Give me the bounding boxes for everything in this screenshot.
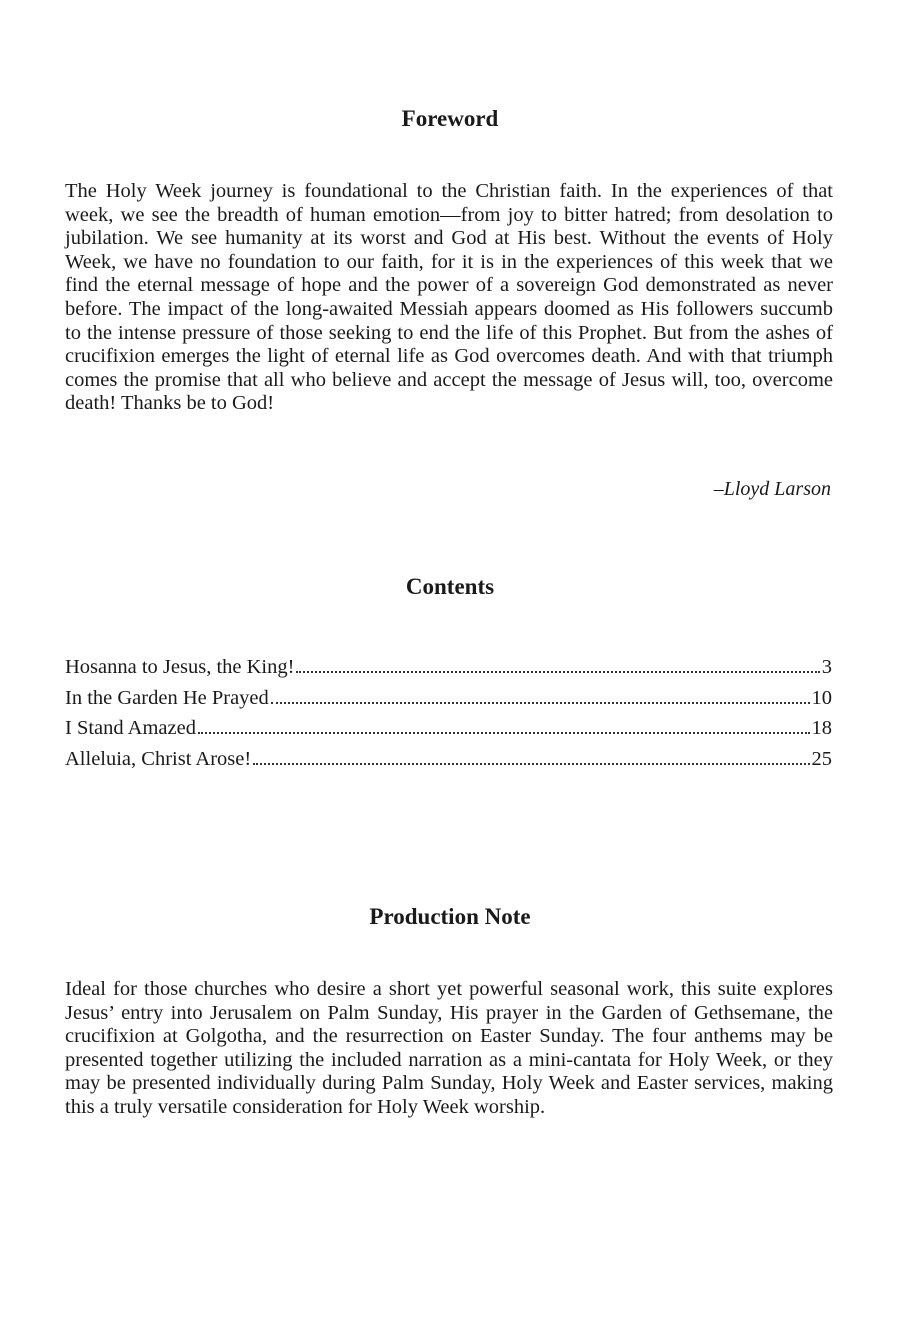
contents-item-title: Alleluia, Christ Arose! [65,747,252,770]
production-note-heading: Production Note [369,904,531,929]
dot-leader [271,701,810,704]
contents-item [65,652,832,683]
contents-item [65,713,832,744]
contents-item [65,683,832,714]
foreword-body: The Holy Week journey is foundational to the Christian faith. In the experiences of that week, we see the breadth of human emotion—from joy to bitter hatred; from desolation to jubilation. We see humanity at its worst and God at His best. Without the events of Holy Week, we have no foundation to our faith, for it is in the experiences of this week that we find the eternal message of hope and the power of a sovereign God demonstrated as never before. The impact of the long-awaited Messiah appears doomed as His followers succumb to the intense pressure of those seeking to end the life of this Prophet. But from the ashes of crucifixion emerges the light of eternal life as God overcomes death. And with that triumph comes the promise that all who believe and accept the message of Jesus will, too, overcome death! Thanks be to God! [65,180,833,415]
contents-heading: Contents [405,574,495,599]
foreword-signature: –Lloyd Larson [713,478,831,500]
contents-item [65,744,832,775]
contents-item-title: I Stand Amazed [65,717,196,739]
dot-leader [253,762,809,765]
contents-item-page: 3 [821,656,832,678]
contents-item-page: 10 [811,686,832,709]
dot-leader [296,670,819,673]
production-note-body: Ideal for those churches who desire a short yet powerful seasonal work, this suite explores Jesus’ entry into Jerusalem on Palm Sunday, His prayer in the Garden of Gethsemane, the crucifixion at Golgotha, and the resurrection on Easter Sunday. The four anthems may be presented together utilizing the included narration as a mini-cantata for Holy Week, or they may be presented individually during Palm Sunday, Holy Week and Easter services, making this a truly versatile consideration for Holy Week worship. [65,978,833,1118]
contents-list [65,652,832,774]
foreword-heading: Foreword [401,106,499,131]
contents-item-title: In the Garden He Prayed [65,686,269,709]
contents-item-page: 25 [811,747,832,770]
contents-item-title: Hosanna to Jesus, the King! [65,656,295,678]
contents-item-page: 18 [811,717,832,739]
dot-leader [198,731,810,734]
